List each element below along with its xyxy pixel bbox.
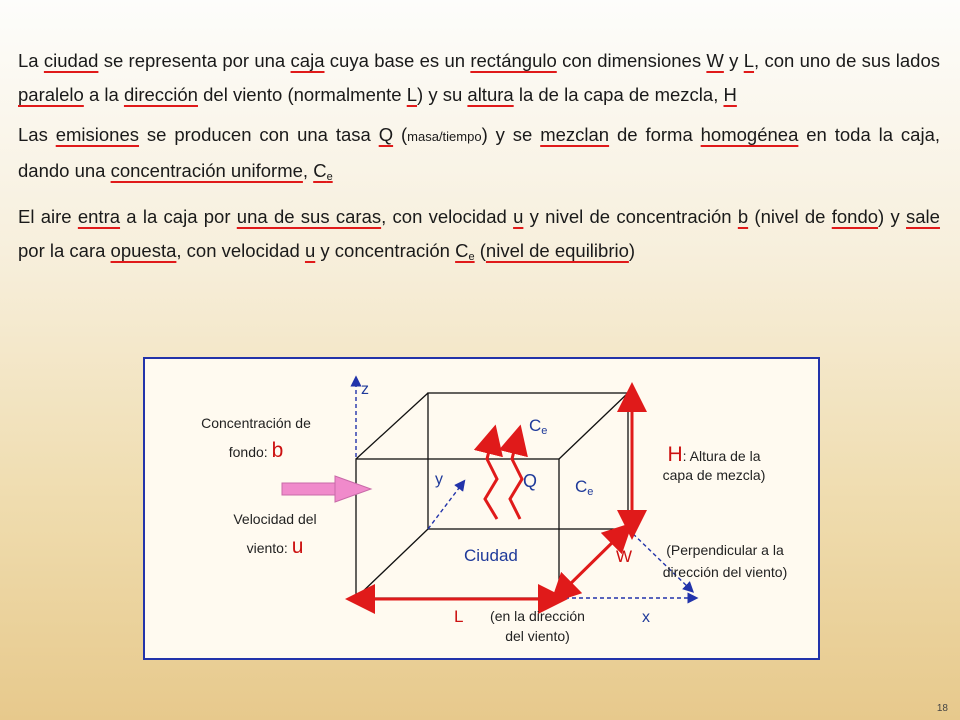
text: , xyxy=(302,160,314,181)
keyword: u xyxy=(304,240,316,261)
z-axis-label: z xyxy=(361,381,369,398)
back-face xyxy=(428,393,628,529)
city-label: Ciudad xyxy=(464,546,518,565)
keyword: nivel de equilibrio xyxy=(485,240,629,261)
keyword: una de sus caras xyxy=(236,206,382,227)
units-text: masa/tiempo xyxy=(407,129,482,144)
background-concentration-label xyxy=(171,415,341,463)
l-description xyxy=(475,608,600,644)
w-dimension-arrow xyxy=(561,533,622,593)
wind-speed-label xyxy=(205,511,345,559)
h-symbol: H xyxy=(667,443,683,466)
paragraph-2 xyxy=(18,118,940,194)
b-symbol: b xyxy=(271,439,284,462)
keyword: caja xyxy=(290,50,325,71)
q-label: Q xyxy=(523,471,538,491)
text: ( xyxy=(474,240,486,261)
label-line: (en la dirección xyxy=(490,608,585,624)
edge-top-left xyxy=(356,393,428,459)
keyword: dirección xyxy=(123,84,198,105)
text: a la caja por xyxy=(120,206,237,227)
keyword: u xyxy=(513,206,524,227)
keyword: H xyxy=(723,84,737,105)
keyword: entra xyxy=(77,206,121,227)
text: La xyxy=(18,50,44,71)
keyword: ciudad xyxy=(43,50,99,71)
label-line: dirección del viento) xyxy=(662,564,788,580)
keyword: L xyxy=(406,84,418,105)
text: se representa por una xyxy=(98,50,291,71)
subscript: e xyxy=(326,171,333,183)
keyword: paralelo xyxy=(18,84,84,105)
label-text: fondo: xyxy=(228,444,272,460)
paragraph-1 xyxy=(18,44,940,112)
l-label: L xyxy=(454,607,464,626)
symbol: C xyxy=(575,477,588,496)
keyword: opuesta xyxy=(110,240,177,261)
keyword: sale xyxy=(906,206,940,227)
label-line: Concentración de xyxy=(201,415,311,431)
text: por la cara xyxy=(18,240,111,261)
text: ) xyxy=(628,240,636,261)
text: y xyxy=(723,50,744,71)
wind-arrow-body xyxy=(282,483,335,495)
emission-arrow-2 xyxy=(510,439,522,519)
text: , con uno de sus lados xyxy=(754,50,940,71)
subscript: e xyxy=(468,251,475,263)
w-label: W xyxy=(616,547,633,566)
keyword: emisiones xyxy=(55,124,140,145)
keyword: b xyxy=(737,206,749,227)
keyword: Q xyxy=(378,124,394,145)
text: , con velocidad xyxy=(381,206,514,227)
label-line xyxy=(171,439,341,463)
wind-arrow-head xyxy=(335,476,371,502)
symbol: C xyxy=(455,240,469,261)
text: con dimensiones xyxy=(556,50,707,71)
label-line: capa de mezcla) xyxy=(662,467,766,483)
y-axis-label: y xyxy=(435,471,443,488)
body-text xyxy=(18,44,940,280)
keyword: homogénea xyxy=(700,124,799,145)
label-text: : Altura de la xyxy=(682,448,761,464)
label-line: Velocidad del xyxy=(233,511,317,527)
keyword: mezclan xyxy=(540,124,610,145)
box-model-diagram xyxy=(143,357,820,660)
ce-top-label xyxy=(529,416,547,437)
paragraph-3 xyxy=(18,200,940,274)
text: ) y su xyxy=(417,84,468,105)
keyword xyxy=(313,160,333,181)
symbol: C xyxy=(313,160,327,181)
text: a la xyxy=(83,84,124,105)
keyword: rectángulo xyxy=(470,50,557,71)
text: , con velocidad xyxy=(176,240,305,261)
subscript: e xyxy=(587,486,594,498)
text: de forma xyxy=(609,124,701,145)
y-axis xyxy=(428,484,462,529)
emission-arrow-1 xyxy=(485,439,497,519)
text: Las xyxy=(18,124,56,145)
text: ) y xyxy=(878,206,907,227)
w-description xyxy=(645,542,805,580)
symbol: C xyxy=(529,416,542,435)
keyword: fondo xyxy=(831,206,879,227)
ce-side-label xyxy=(575,477,593,498)
text: ) y se xyxy=(481,124,541,145)
label-line: (Perpendicular a la xyxy=(666,542,784,558)
keyword: concentración uniforme xyxy=(110,160,303,181)
label-line: del viento) xyxy=(505,628,570,644)
label-line xyxy=(639,443,789,467)
text: (nivel de xyxy=(748,206,832,227)
text: en toda la caja, dando una xyxy=(18,124,940,181)
u-symbol: u xyxy=(291,535,304,558)
text: y nivel de concentración xyxy=(523,206,738,227)
label-line xyxy=(205,535,345,559)
text: El aire xyxy=(18,206,78,227)
edge-bottom-left xyxy=(356,529,428,598)
text: la de la capa de mezcla, xyxy=(513,84,724,105)
x-axis-label: x xyxy=(642,609,650,626)
text: cuya base es un xyxy=(324,50,471,71)
text: del viento (normalmente xyxy=(197,84,407,105)
text: se producen con una tasa xyxy=(139,124,379,145)
text: y concentración xyxy=(315,240,456,261)
label-text: viento: xyxy=(246,540,292,556)
slide-number: 18 xyxy=(936,703,948,714)
keyword: altura xyxy=(467,84,514,105)
keyword: L xyxy=(743,50,755,71)
keyword: W xyxy=(706,50,724,71)
text: ( xyxy=(393,124,408,145)
edge-top-right xyxy=(559,393,628,459)
subscript: e xyxy=(541,425,548,437)
keyword xyxy=(455,240,475,261)
h-height-label xyxy=(639,443,789,483)
